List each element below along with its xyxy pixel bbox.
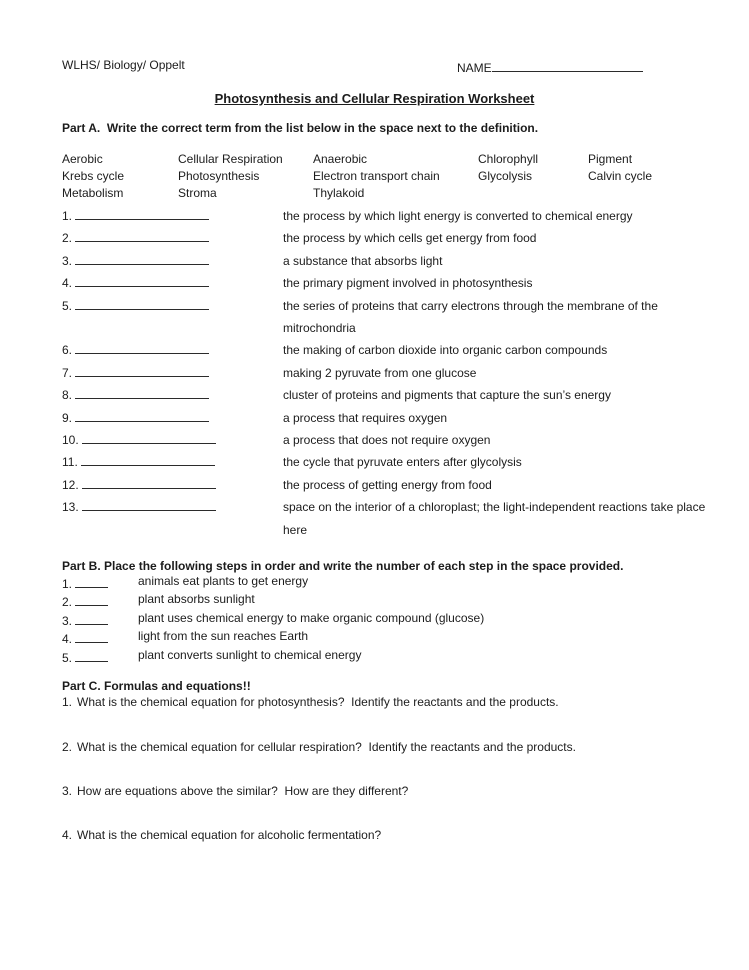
answer-slot: [62, 339, 283, 361]
answer-slot: [62, 429, 283, 451]
word-bank-term: Aerobic: [62, 152, 103, 166]
part-c-question: [62, 695, 702, 709]
word-bank-term: Anaerobic: [313, 152, 368, 166]
word-bank-column: [62, 151, 178, 202]
word-bank-term: Stroma: [178, 186, 217, 200]
item-number: 6.: [62, 343, 73, 358]
definition-row: [62, 339, 707, 361]
step-text: light from the sun reaches Earth: [138, 629, 309, 644]
question-number: 1.: [62, 695, 73, 709]
word-bank-term: Electron transport chain: [313, 169, 440, 183]
question-text: What is the chemical equation for cellular respiration? Identify the reactants and the products.: [77, 740, 576, 754]
word-bank-term: Cellular Respiration: [178, 152, 283, 166]
definition-text: the process by which cells get energy from food: [283, 231, 537, 246]
item-number: 1.: [62, 577, 73, 591]
item-number: 3.: [62, 253, 73, 268]
answer-blank-line: [81, 452, 215, 466]
answer-slot: [62, 250, 283, 272]
step-row: [62, 574, 682, 592]
item-number: 10.: [62, 433, 79, 448]
item-number: 12.: [62, 477, 79, 492]
answer-blank-line: [75, 611, 108, 625]
step-row: [62, 611, 682, 629]
definition-row: [62, 384, 707, 406]
word-bank-column: [178, 151, 313, 202]
answer-blank-line: [75, 340, 209, 354]
answer-blank-line: [75, 273, 209, 287]
answer-blank-line: [75, 629, 108, 643]
step-text: animals eat plants to get energy: [138, 574, 309, 588]
definition-row: [62, 205, 707, 227]
step-row: [62, 629, 682, 647]
answer-blank-line: [75, 363, 209, 377]
name-label: NAME: [457, 61, 492, 75]
item-number: 11.: [62, 455, 78, 470]
word-bank-term: Krebs cycle: [62, 169, 125, 183]
definition-text: the process of getting energy from food: [283, 477, 492, 492]
item-number: 2.: [62, 231, 73, 246]
answer-blank-line: [82, 475, 216, 489]
answer-slot: [62, 474, 283, 496]
word-bank-term: Pigment: [588, 152, 633, 166]
question-text: How are equations above the similar? How are they different?: [77, 784, 409, 798]
definition-text: the cycle that pyruvate enters after glycolysis: [283, 455, 522, 470]
step-text: plant converts sunlight to chemical energy: [138, 647, 362, 662]
definition-row: [62, 250, 707, 272]
definition-row: [62, 496, 707, 541]
answer-slot: [62, 611, 138, 629]
part-b-step-list: [62, 574, 682, 666]
definition-text: making 2 pyruvate from one glucose: [283, 365, 477, 380]
word-bank: [62, 151, 692, 202]
answer-blank-line: [75, 251, 209, 265]
definition-row: [62, 407, 707, 429]
part-a-heading: Part A. Write the correct term from the list below in the space next to the definition.: [62, 121, 539, 135]
answer-blank-line: [82, 497, 216, 511]
page-header: [62, 58, 687, 76]
step-row: [62, 648, 682, 666]
item-number: 3.: [62, 613, 73, 628]
question-number: 2.: [62, 740, 73, 754]
step-text: plant uses chemical energy to make organic compound (glucose): [138, 610, 485, 625]
answer-slot: [62, 592, 138, 610]
definition-text: the making of carbon dioxide into organic carbon compounds: [283, 343, 608, 358]
answer-slot: [62, 451, 283, 473]
answer-blank-line: [82, 430, 216, 444]
word-bank-term: Metabolism: [62, 186, 124, 200]
answer-blank-line: [75, 592, 108, 606]
name-field: [457, 58, 643, 75]
word-bank-column: [588, 151, 692, 202]
answer-slot: [62, 384, 283, 406]
answer-blank-line: [75, 206, 209, 220]
answer-slot: [62, 629, 138, 647]
definition-text: a substance that absorbs light: [283, 253, 443, 268]
answer-slot: [62, 648, 138, 666]
part-c-heading: Part C. Formulas and equations!!: [62, 679, 251, 693]
answer-slot: [62, 227, 283, 249]
answer-slot: [62, 272, 283, 294]
question-text: What is the chemical equation for photosynthesis? Identify the reactants and the products.: [77, 695, 559, 709]
answer-blank-line: [75, 296, 209, 310]
definition-row: [62, 272, 707, 294]
name-blank-line: [492, 58, 643, 72]
word-bank-column: [478, 151, 588, 202]
answer-slot: [62, 205, 283, 227]
answer-blank-line: [75, 228, 209, 242]
part-b-heading: Part B. Place the following steps in order and write the number of each step in the space provided.: [62, 559, 624, 573]
part-a-definition-list: [62, 205, 707, 541]
definition-text: space on the interior of a chloroplast; the light-independent reactions take place here: [283, 500, 709, 537]
part-c-question: [62, 740, 702, 754]
answer-blank-line: [75, 574, 108, 588]
item-number: 4.: [62, 632, 73, 647]
course-label: WLHS/ Biology/ Oppelt: [62, 58, 185, 72]
page-title: Photosynthesis and Cellular Respiration Worksheet: [214, 91, 535, 106]
step-text: plant absorbs sunlight: [138, 592, 255, 607]
answer-blank-line: [75, 385, 209, 399]
answer-slot: [62, 496, 283, 541]
answer-slot: [62, 295, 283, 340]
definition-row: [62, 451, 707, 473]
item-number: 4.: [62, 276, 73, 291]
answer-slot: [62, 362, 283, 384]
item-number: 1.: [62, 209, 73, 223]
item-number: 5.: [62, 650, 73, 665]
part-c-question: [62, 784, 702, 798]
word-bank-column: [313, 151, 478, 202]
question-number: 3.: [62, 784, 73, 798]
item-number: 9.: [62, 410, 73, 425]
word-bank-term: Thylakoid: [313, 186, 365, 200]
question-text: What is the chemical equation for alcoholic fermentation?: [77, 828, 382, 842]
item-number: 8.: [62, 388, 73, 403]
definition-row: [62, 474, 707, 496]
part-c-question: [62, 828, 702, 842]
word-bank-term: Calvin cycle: [588, 169, 653, 183]
word-bank-term: Glycolysis: [478, 169, 533, 183]
answer-slot: [62, 407, 283, 429]
word-bank-term: Photosynthesis: [178, 169, 260, 183]
definition-row: [62, 295, 707, 340]
definition-text: the series of proteins that carry electrons through the membrane of the mitrochondria: [283, 298, 662, 336]
answer-blank-line: [75, 648, 108, 662]
definition-row: [62, 362, 707, 384]
definition-row: [62, 227, 707, 249]
definition-text: a process that requires oxygen: [283, 410, 448, 425]
item-number: 7.: [62, 365, 73, 380]
item-number: 13.: [62, 500, 79, 515]
answer-slot: [62, 574, 138, 592]
step-row: [62, 592, 682, 610]
answer-blank-line: [75, 408, 209, 422]
definition-text: a process that does not require oxygen: [283, 433, 491, 448]
question-number: 4.: [62, 828, 73, 842]
definition-text: the process by which light energy is converted to chemical energy: [283, 209, 633, 223]
item-number: 5.: [62, 298, 73, 313]
item-number: 2.: [62, 595, 73, 610]
definition-row: [62, 429, 707, 451]
definition-text: cluster of proteins and pigments that capture the sun’s energy: [283, 388, 611, 403]
definition-text: the primary pigment involved in photosynthesis: [283, 276, 533, 291]
word-bank-term: Chlorophyll: [478, 152, 539, 166]
